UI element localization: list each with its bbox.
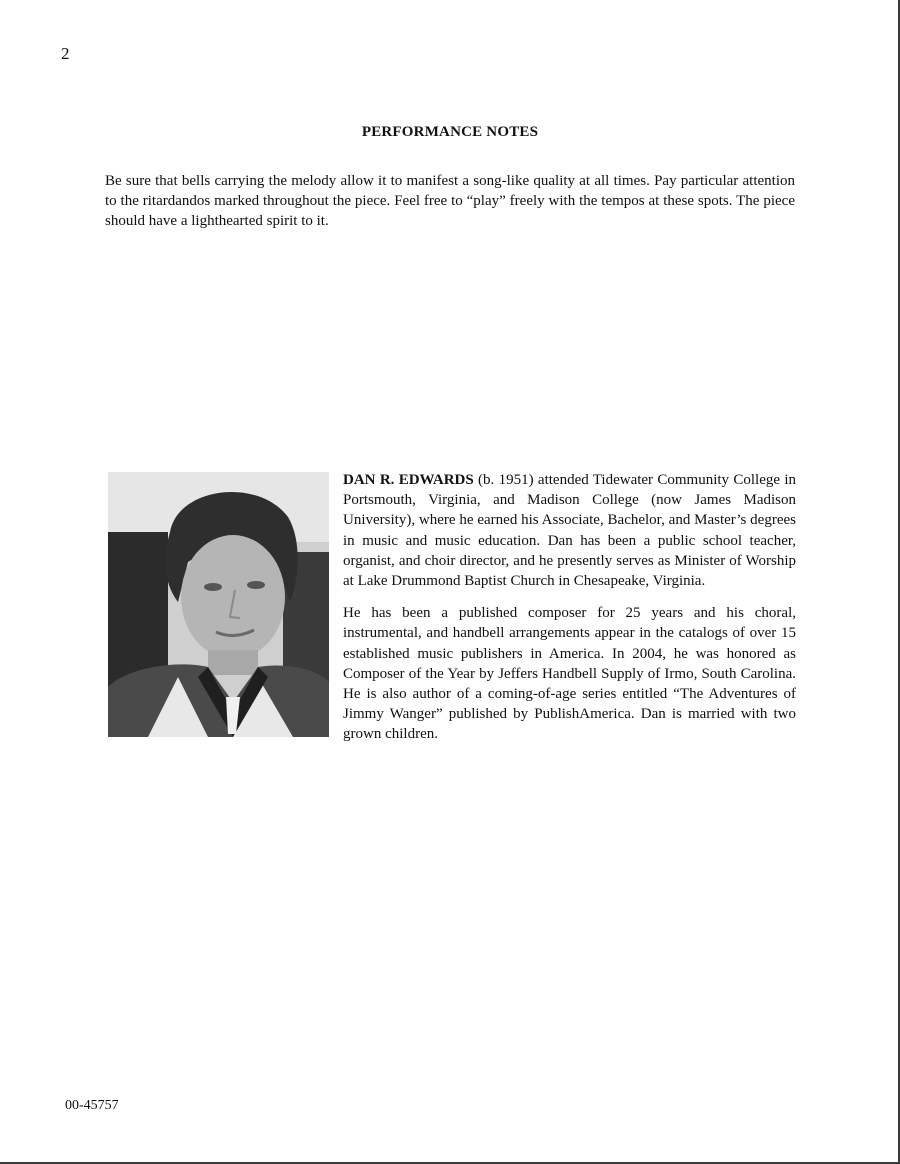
- composer-biography: [343, 470, 796, 757]
- bio-paragraph-1-text: (b. 1951) attended Tidewater Community College in Portsmouth, Virginia, and Madison College (now James Madison University), where he earned his Associate, Bachelor, and Master’s degrees in music and music education. Dan has been a public school teacher, organist, and choir director, and he presently serves as Minister of Worship at Lake Drummond Baptist Church in Chesapeake, Virginia.: [343, 472, 796, 590]
- performance-notes-heading: PERFORMANCE NOTES: [361, 124, 539, 140]
- bio-paragraph-1: [343, 470, 796, 591]
- composer-portrait: [108, 472, 329, 737]
- catalog-number: 00-45757: [65, 1098, 119, 1113]
- composer-name: DAN R. EDWARDS: [343, 472, 474, 488]
- bio-paragraph-2: He has been a published composer for 25 years and his choral, instrumental, and handbell arrangements appear in the catalogs of over 15 established music publishers in America. In 2004, he was honored as Composer of the Year by Jeffers Handbell Supply of Irmo, South Carolina. He is also author of a coming-of-age series entitled “The Adventures of Jimmy Wanger” published by PublishAmerica. Dan is married with two grown children.: [343, 605, 796, 743]
- performance-notes-text: Be sure that bells carrying the melody allow it to manifest a song-like quality at all times. Pay particular attention to the ritardandos marked throughout the piece. Feel free to “play” freely with the tempos at these spots. The piece should have a lighthearted spirit to it.: [105, 173, 795, 229]
- page-number: 2: [61, 44, 70, 63]
